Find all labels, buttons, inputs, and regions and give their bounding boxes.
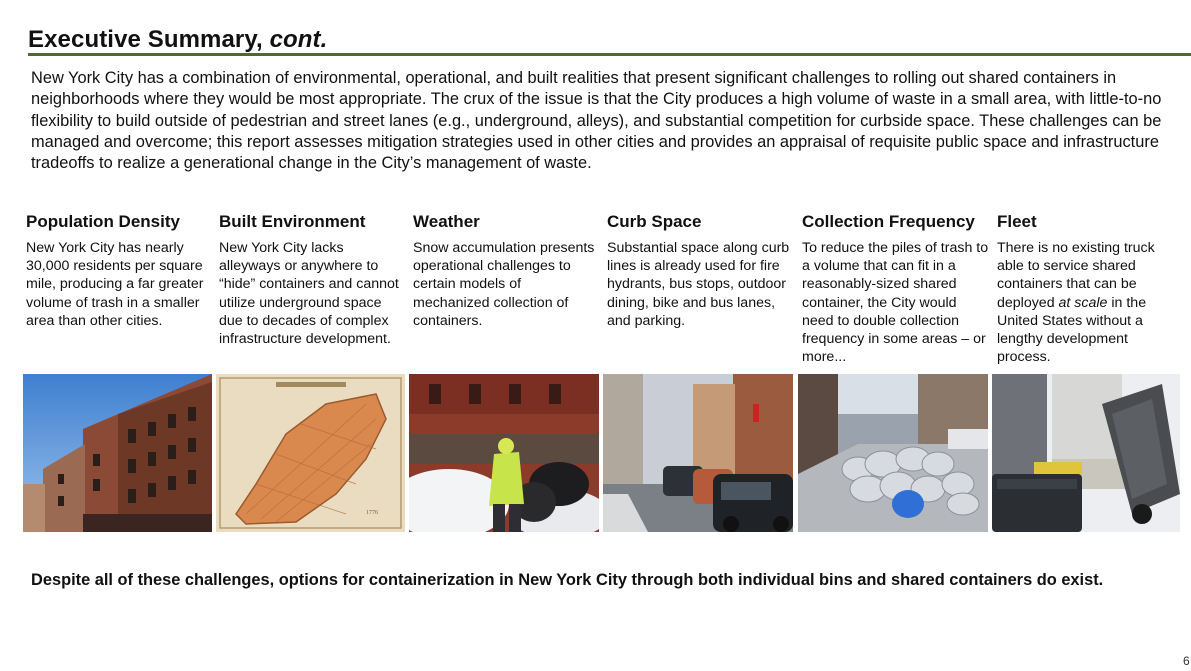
challenge-heading: Built Environment	[219, 212, 366, 231]
challenge-body: New York City has nearly 30,000 residents per square mile, producing a far greater volume of trash in a smaller area than other cities.	[26, 240, 204, 329]
challenge-body: To reduce the piles of trash to a volume that can fit in a reasonably-sized shared container, the City would need to double collection frequency in some areas – or more...	[802, 240, 989, 366]
page-title-main: Executive Summary,	[28, 26, 270, 53]
svg-text:1776: 1776	[366, 510, 378, 516]
challenge-body: There is no existing truck able to service shared containers that can be deployed at scale in the United States without a lengthy development process.	[997, 240, 1155, 366]
page-number: 6	[1183, 654, 1190, 668]
conclusion-statement: Despite all of these challenges, options for containerization in New York City through both individual bins and shared containers do exist.	[31, 571, 1104, 589]
parked-cars-street-photo	[603, 374, 793, 532]
challenge-population-density	[26, 212, 214, 330]
challenge-heading: Weather	[413, 212, 480, 231]
intro-paragraph: New York City has a combination of environmental, operational, and built realities that present significant challenges to rolling out shared containers in neighborhoods where they would be most appropriate. The crux of the issue is that the City produces a high volume of waste in a small area, with little-to-no flexibility to build outside of pedestrian and street lanes (e.g., underground, alleys), and substantial competition for curbside space. These challenges can be managed and overcome; this report assesses mitigation strategies used in other cities and provides an appraisal of requisite public space and infrastructure tradeoffs to realize a generational change in the City’s management of waste.	[31, 69, 1162, 173]
challenge-built-environment	[219, 212, 407, 348]
challenge-heading: Curb Space	[607, 212, 702, 231]
historic-map-photo	[216, 374, 405, 532]
challenge-body: New York City lacks alleyways or anywhere to “hide” containers and cannot utilize underground space due to decades of complex infrastructure development.	[219, 240, 399, 348]
challenge-body: Snow accumulation presents operational challenges to certain models of mechanized collection of containers.	[413, 240, 595, 329]
challenge-heading: Population Density	[26, 212, 180, 231]
page-title-italic: cont.	[269, 26, 328, 53]
challenge-fleet	[997, 212, 1183, 366]
page-title	[28, 26, 327, 54]
title-divider	[28, 53, 1191, 56]
challenge-curb-space	[607, 212, 795, 330]
garbage-truck-bin-photo	[992, 374, 1180, 532]
challenge-weather	[413, 212, 601, 330]
challenge-heading: Fleet	[997, 212, 1037, 231]
apartment-buildings-photo	[23, 374, 212, 532]
challenge-body: Substantial space along curb lines is already used for fire hydrants, bus stops, outdoor dining, bike and bus lanes, and parking.	[607, 240, 790, 329]
challenge-heading: Collection Frequency	[802, 212, 975, 231]
trash-bag-pile-photo	[798, 374, 988, 532]
challenge-collection-frequency	[802, 212, 990, 366]
snow-trash-worker-photo	[409, 374, 599, 532]
